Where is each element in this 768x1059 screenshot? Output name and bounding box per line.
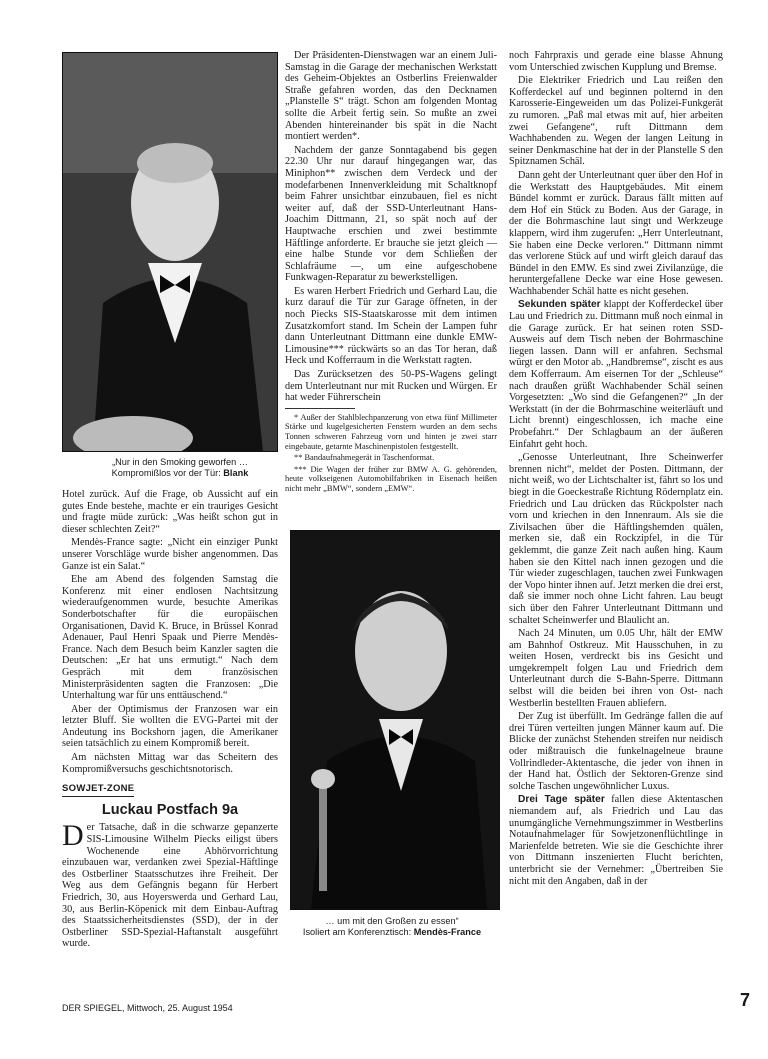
footnote: * Außer der Stahlblechpanzerung von etwa fünf Millimeter Stärke und kugelgesicherten Fenstern wurden an dem sechs Tonnen schweren Fahrzeug vorn und hinten je zwei starr eingebaute, getarnte Maschinenpistolen festgestellt. [285,412,497,451]
col1-paragraph: Hotel zurück. Auf die Frage, ob Aussicht auf ein gutes Ende bestehe, machte er ein trauriges Gesicht und fragte müde zurück: „Was heißt schon gut in dieser schlechten Zeit?“ [62,489,278,535]
col3-paragraph-text: klappt der Kofferdeckel über Lau und Friedrich zu. Dittmann muß noch einmal in die Garage zurück. Er hat seinen roten SSD-Ausweis auf dem Tisch neben der Bohrmaschine liegen lassen. Dann will er anfahren. Sechsmal würgt er den Motor ab. „Handbremse“, zischt es aus dem Kofferraum. Am eisernen Tor der „Schleuse“ nach draußen grüßt Wachhabender Schäl seinen Vorgesetzten: „Wo sind die Gefangenen?“ „In der Werkstatt (in der die Bohrmaschine weiterläuft und Licht brennt) eingeschlossen, ich mache eine Probefahrt.“ Der Schlagbaum an der äußeren Einfahrt geht hoch. [509,299,724,450]
col3-paragraph: Die Elektriker Friedrich und Lau reißen den Kofferdeckel auf und beginnen polternd in den Karosserie-Eingeweiden um das Polizei-Funkgerät zu rumoren. „Paß mal etwas mit auf, hier arbeiten zwei Gefangene“, ruft Dittmann dem Wachhabenden zu. Wegen der langen Leitung in seiner Denkmaschine hat der in der Planstelle S den Spitznamen Schäl. [509,75,723,168]
col2-paragraph: Es waren Herbert Friedrich und Gerhard Lau, die kurz darauf die Tür zur Garage öffneten, in der noch Piecks SIS-Staatskarosse mit dem intimen Zusatzkomfort stand. Im Schein der Lampen fuhr dann Unterleutnant Dittmann eine dunkle EMW-Limousine*** rückwärts so an das Tor heran, daß Heck und Kofferraum in die Werkstatt ragten. [285,285,497,367]
run-in-lead: Drei Tage später [518,794,605,806]
footnote: *** Die Wagen der früher zur BMW A. G. gehörenden, heute volkseigenen Automobilfabriken in Eisenach heißen nicht mehr „BMW“, sondern „EMW“. [285,464,497,493]
photo2-caption-name: Mendès-France [413,927,482,937]
footnote-divider [285,408,355,409]
col1-paragraph: Am nächsten Mittag war das Scheitern des Kompromißversuchs geschichtsnotorisch. [62,752,278,775]
col1-paragraph: Ehe am Abend des folgenden Samstag die Konferenz mit einer endlosen Nachtsitzung wiederaufgenommen wurde, besuchte Amerikas Sonderbotschafter für die europäischen Organisationen, David K. Bruce, in Brüssel Konrad Adenauer, Paul Henri Spaak und Pierre Mendès-France. Nach dem Besuch beim Kanzler sagten die Deutschen: „Er hat uns ermutigt.“ Nach dem Gespräch mit dem französischen Ministerpräsidenten sagten die Franzosen: „Die Unterhaltung war für uns enttäuschend.“ [62,574,278,702]
page-number: 7 [740,990,751,1010]
footnote: ** Bandaufnahmegerät in Taschenformat. [294,453,435,463]
footer-publication-line: DER SPIEGEL, Mittwoch, 25. August 1954 [62,1003,233,1013]
col1-lead-text: er Tatsache, daß in die schwarze gepanzerte SIS-Limousine Wilhelm Piecks eiligst übers Wochenende eine Abhörvorrichtung einzubauen war, verdanken zwei Spezial-Häftlinge des Ostberliner Staatsschutzes ihre Freiheit. Der Weg aus dem Gefängnis begann für Herbert Friedrich, 30, aus Hoyerswerda und Gerhard Lau, 30, aus Berlin-Köpenick mit dem Einbau-Auftrag des Staatssicherheitsdienstes (SSD), der in der Ostberliner SSD-Spezial-Haftanstalt ausgeführt wurde. [62,822,278,950]
col1-paragraph: Mendès-France sagte: „Nicht ein einziger Punkt unserer Vorschläge wurde bisher angenommen. Das Ganze ist ein Salat.“ [62,537,278,572]
photo1-caption [82,457,278,479]
rubric-wrap [62,783,278,797]
portrait-photo-blank [62,52,278,452]
portrait-illustration [291,531,499,909]
col3-paragraph-text: fallen diese Aktentaschen niemandem auf, als Friedrich und Lau das unumgängliche Vernehmungszimmer in Westberlins Notaufnahmelager für Sowjetzonenflüchtlinge in Marienfelde betreten. Wie sie die Geschichte ihrer von Dittmann inszenierten Flucht berichten, unterbricht sie der Vernehmer: „Übertreiben Sie nicht mit den Angaben, daß in der [509,794,724,887]
photo2-caption-line2 [284,927,500,938]
portrait-photo-mendes-france [290,530,500,910]
photo2-caption-text: Isoliert am Konferenztisch: [302,927,414,937]
col2-paragraph: Nachdem der ganze Sonntagabend bis gegen 22.30 Uhr nur darauf hingegangen war, das Miniphon** zwischen dem Verdeck und der modefarbenen Innenverkleidung mit Schaltknopf beim Fahrer unsichtbar einzubauen, fiel es nicht weiter auf, daß der SSD-Unterleutnant Hans-Joachim Dittmann, 21, so spät noch auf der Hauptwache erschien und zwei bestimmte Häftlinge anforderte. Er brauche sie jetzt gleich — eine halbe Stunde vor dem Schließen der Schlafräume —, um eine aufgeschobene Funkwagen-Reparatur zu bewerkstelligen. [285,144,497,284]
col1-lead-paragraph [62,819,278,950]
section-rubric: SOWJET-ZONE [62,783,134,797]
article-headline: Luckau Postfach 9a [101,801,239,818]
photo1-caption-line2 [82,468,278,479]
col3-paragraph: Der Zug ist überfüllt. Im Gedränge fallen die auf drei Türen verteilten jungen Männer kaum auf. Die Blicke der zunächst Stehenden streifen nur neidisch oder mißtrauisch die funkelnagelneue braune Vollrindleder-Aktentasche, die jeder von ihnen in der Hand hat. Östlich der Sektoren-Grenze sind solche Taschen ungewöhnlicher Luxus. [509,711,723,792]
photo1-caption-line1: „Nur in den Smoking geworfen … [112,457,248,467]
column-3 [509,50,723,889]
col3-paragraph [509,299,723,450]
drop-cap: D [62,819,84,853]
col3-paragraph: „Genosse Unterleutnant, Ihre Scheinwerfer brennen nicht“, meldet der Posten. Dittmann, der nicht weiß, wo der Lichtschalter ist, fährt so los und biegt in die Goeckestraße Richtung Rödernplatz ein. Friedrich und Lau drücken das Rückpolster nach vorn und kriechen in den Innenraum. Als sie die Zivilsachen über die Häftlingshemden quälen, merken sie, daß ein Rockzipfel, in die Tür geklemmt, die ganze Zeit nach außen hing. Kaum haben sie den Kittel nach innen gezogen und die Tür wieder zugeschlagen, tauchen zwei Funkwagen der Vopo hinter ihnen auf. Jetzt merken die drei erst, daß sie immer noch ohne Licht fahren. Lau beugt sich über den Fahrer Unterleutnant Dittmann und schaltet Scheinwerfer und Blaulicht an. [509,452,723,626]
col2-paragraph: Der Präsidenten-Dienstwagen war an einem Juli-Samstag in die Garage der mechanischen Werkstatt des Geheim-Objektes an Ostberlins Freienwalder Straße gefahren worden, das den Decknamen „Planstelle S“ trägt. Schon am folgenden Montag sollte die Arbeit fertig sein. So mußte an zwei Abenden hintereinander bis spät in die Nacht montiert werden*. [285,50,497,143]
col3-paragraph: Nach 24 Minuten, um 0.05 Uhr, hält der EMW am Bahnhof Ostkreuz. Mit Hausschuhen, in zu weiten Hosen, verdreckt bis ins Gesicht und umgekrempelt folgen Lau und Friedrich dem Unterleutnant durch die S-Bahn-Sperre. Dittmann selbst will die beiden bei ihren von Ost- nach Westberlin bestellten Frauen abliefern. [509,628,723,709]
photo2-caption-line1: … um mit den Großen zu essen“ [325,916,459,926]
col3-paragraph: noch Fahrpraxis und gerade eine blasse Ahnung vom Unterschied zwischen Kupplung und Bremse. [509,50,723,73]
portrait-illustration [63,53,277,451]
photo1-caption-text: Kompromißlos vor der Tür: [111,468,224,478]
run-in-lead: Sekunden später [518,299,601,311]
column-2 [285,50,497,496]
photo1-caption-name: Blank [223,468,249,478]
col3-paragraph [509,794,723,887]
col1-paragraph: Aber der Optimismus der Franzosen war ein letzter Bluff. Sie wollten die EVG-Partei mit der Andeutung ins Bockshorn jagen, die Amerikaner seien tatsächlich zu einem Kompromiß bereit. [62,703,278,750]
col2-paragraph: Das Zurücksetzen des 50-PS-Wagens gelingt dem Unterleutnant nur mit Rucken und Würgen. Er hat weder Führerschein [285,369,497,404]
col3-paragraph: Dann geht der Unterleutnant quer über den Hof in die Werkstatt des Hauptgebäudes. Mit einem Bündel kommt er zurück. Daraus fällt mitten auf dem Hof ein Stück zu Boden. Aus der Garage, in der die Bohrmaschine laut singt und Werkzeuge klappern, wird ihm zugerufen: „Herr Unterleutnant, Sie haben eine Decke verloren.“ Dittmann nimmt das verlorene Stück auf und wirft gleich darauf das Bündel in den EMW. Es sind zwei Zivilanzüge, die heruntergefallene Decke war eine Hose gewesen. Wachhabender Schäl hatte es nicht gesehen. [509,169,723,297]
photo2-caption [284,916,500,938]
column-1 [62,489,278,952]
